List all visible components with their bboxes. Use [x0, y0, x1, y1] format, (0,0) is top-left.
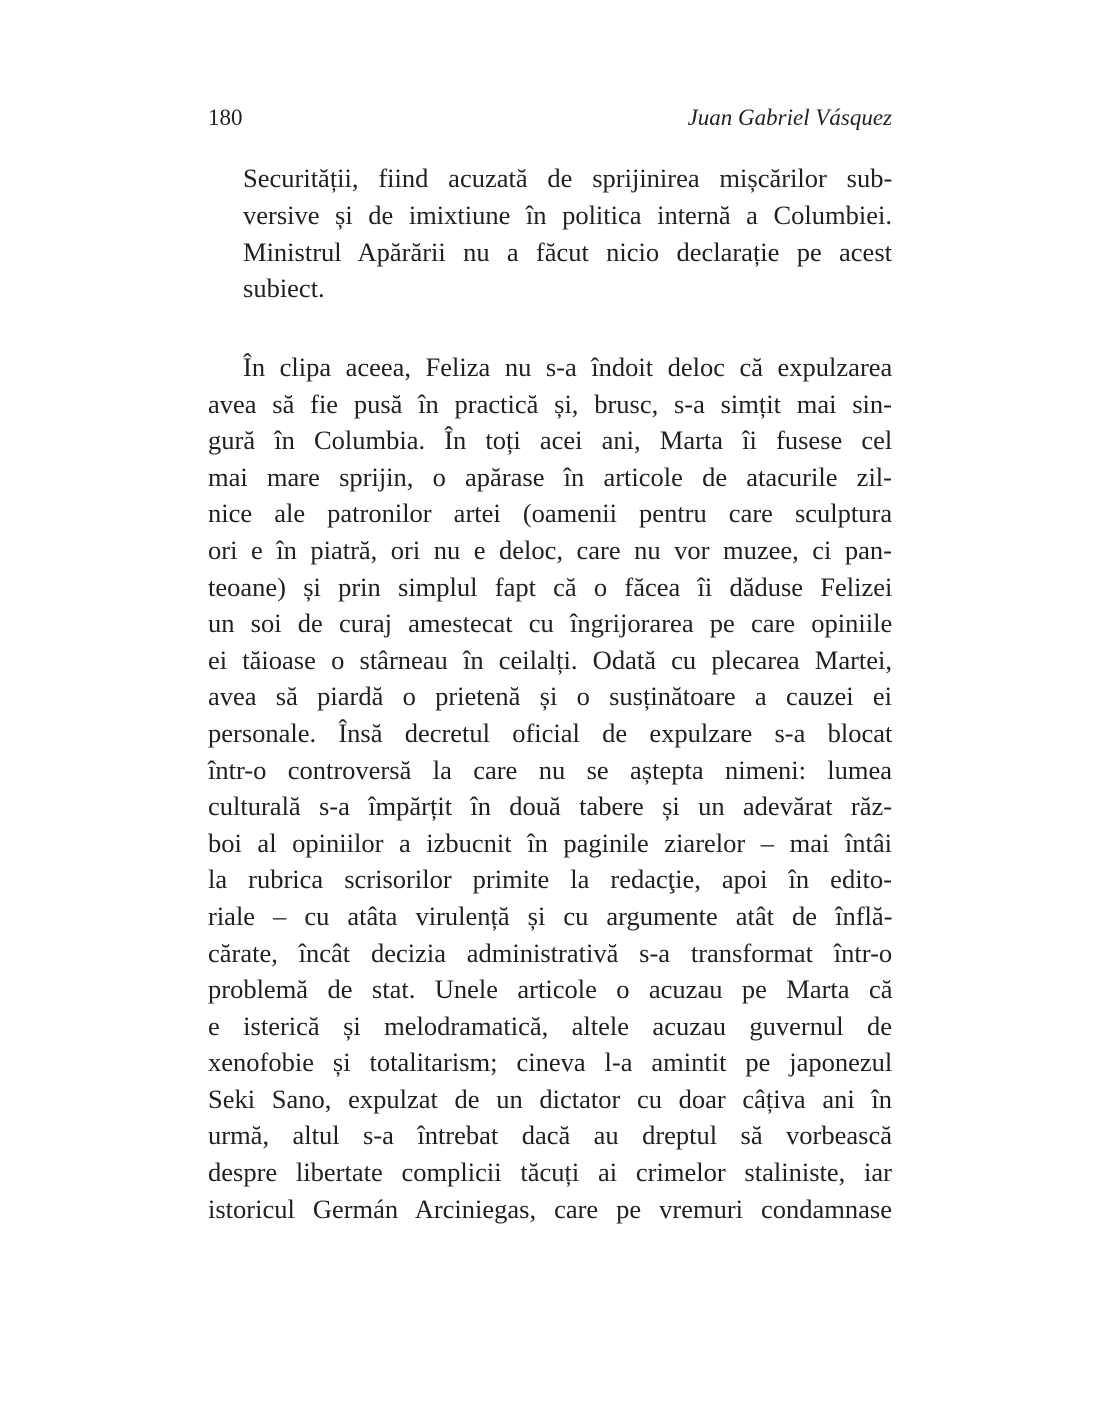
- text-line: culturală s-a împărțit în două tabere și un adevărat răz-: [208, 791, 893, 822]
- quoted-passage: [243, 160, 892, 307]
- text-line: boi al opiniilor a izbucnit în paginile ziarelor – mai întâi: [208, 827, 892, 858]
- text-line: urmă, altul s-a întrebat dacă au dreptul să vorbească: [208, 1120, 892, 1151]
- text-line: la rubrica scrisorilor primite la redacţie, apoi în edito-: [208, 864, 892, 895]
- text-line: istoricul Germán Arciniegas, care pe vremuri condamnase: [208, 1193, 892, 1224]
- text-line: mai mare sprijin, o apărase în articole de atacurile zil-: [208, 461, 892, 492]
- text-line: într-o controversă la care nu se aștepta nimeni: lumea: [208, 754, 893, 785]
- page-number: 180: [208, 105, 243, 130]
- text-line: despre libertate complicii tăcuți ai crimelor staliniste, iar: [208, 1157, 892, 1188]
- text-line: personale. Însă decretul oficial de expulzare s-a blocat: [208, 717, 893, 748]
- text-line: riale – cu atâta virulență și cu argumente atât de înflă-: [208, 900, 893, 931]
- text-line: un soi de curaj amestecat cu îngrijorarea pe care opiniile: [208, 608, 893, 639]
- text-line: gură în Columbia. În toți acei ani, Marta îi fusese cel: [208, 425, 893, 456]
- text-line: nice ale patronilor artei (oamenii pentru care sculptura: [208, 498, 893, 529]
- text-line: avea să fie pusă în practică și, brusc, s-a simțit mai sin-: [208, 388, 892, 419]
- text-line: ori e în piatră, ori nu e deloc, care nu vor muzee, ci pan-: [208, 534, 892, 565]
- quote-line: versive și de imixtiune în politica internă a Columbiei.: [243, 199, 892, 230]
- quote-line: subiect.: [243, 273, 325, 304]
- quote-line: Securității, fiind acuzată de sprijinirea mișcărilor sub-: [243, 163, 893, 193]
- text-line: ei tăioase o stârneau în ceilalți. Odată cu plecarea Martei,: [208, 644, 893, 675]
- text-line: avea să piardă o prietenă și o susținătoare a cauzei ei: [208, 681, 892, 712]
- body-paragraph: [208, 349, 892, 1227]
- author-name: Juan Gabriel Vásquez: [687, 105, 892, 130]
- text-line: e isterică și melodramatică, altele acuzau guvernul de: [208, 1010, 892, 1041]
- text-line: cărate, încât decizia administrativă s-a transformat într-o: [208, 937, 893, 968]
- text-line: În clipa aceea, Feliza nu s-a îndoit deloc că expulzarea: [243, 352, 893, 382]
- quote-line: Ministrul Apărării nu a făcut nicio declarație pe acest: [243, 236, 892, 267]
- text-line: xenofobie și totalitarism; cineva l-a amintit pe japonezul: [208, 1047, 893, 1078]
- text-line: problemă de stat. Unele articole o acuzau pe Marta că: [208, 974, 893, 1005]
- text-line: teoane) și prin simplul fapt că o făcea îi dăduse Felizei: [208, 571, 893, 602]
- running-head: [208, 101, 892, 135]
- text-line: Seki Sano, expulzat de un dictator cu doar câțiva ani în: [208, 1083, 892, 1114]
